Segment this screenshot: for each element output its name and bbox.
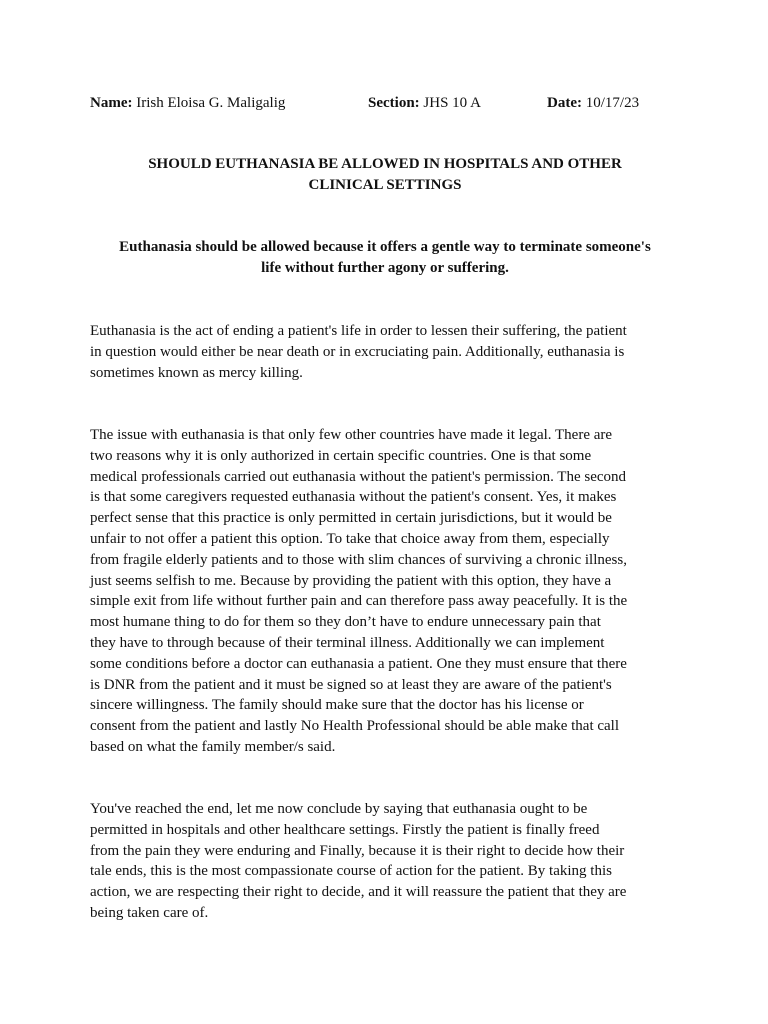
date-label: Date:: [547, 95, 582, 111]
thesis-statement: [90, 237, 680, 279]
text-line: from the pain they were enduring and Finally, because it is their right to decide how their: [90, 842, 625, 859]
text-line: consent from the patient and lastly No Health Professional should be able make that call: [90, 718, 620, 735]
text-line: tale ends, this is the most compassionate course of action for the patient. By taking this: [90, 863, 612, 880]
text-line: simple exit from life without further pain and can therefore pass away peacefully. It is the: [90, 593, 628, 610]
title-line: SHOULD EUTHANASIA BE ALLOWED IN HOSPITALS AND OTHER: [148, 156, 622, 172]
name-value: Irish Eloisa G. Maligalig: [136, 95, 286, 111]
name-label: Name:: [90, 95, 133, 111]
paragraph-body: [90, 425, 680, 758]
title-line: CLINICAL SETTINGS: [308, 177, 462, 193]
text-line: most humane thing to do for them so they don’t have to endure unnecessary pain that: [90, 614, 601, 631]
date-value: 10/17/23: [585, 95, 640, 111]
text-line: from fragile elderly patients and to those with slim chances of surviving a chronic illness,: [90, 551, 627, 568]
text-line: is DNR from the patient and it must be signed so at least they are aware of the patient's: [90, 676, 612, 693]
text-line: permitted in hospitals and other healthcare settings. Firstly the patient is finally freed: [90, 821, 600, 838]
thesis-line: life without further agony or suffering.: [261, 260, 509, 276]
text-line: being taken care of.: [90, 904, 209, 921]
text-line: some conditions before a doctor can euthanasia a patient. One they must ensure that there: [90, 655, 627, 672]
text-line: is that some caregivers requested euthanasia without the patient's consent. Yes, it makes: [90, 489, 617, 506]
text-line: You've reached the end, let me now conclude by saying that euthanasia ought to be: [90, 801, 588, 817]
text-line: in question would either be near death or in excruciating pain. Additionally, euthanasia is: [90, 343, 625, 360]
section-label: Section:: [368, 95, 420, 111]
section-value: JHS 10 A: [423, 95, 481, 111]
thesis-line: Euthanasia should be allowed because it offers a gentle way to terminate someone's: [119, 239, 651, 255]
paragraph-conclusion: [90, 799, 680, 924]
text-line: unfair to not offer a patient this option. To take that choice away from them, especially: [90, 530, 610, 547]
essay-title: [90, 154, 680, 196]
text-line: they have to through because of their terminal illness. Additionally we can implement: [90, 634, 605, 651]
text-line: sincere willingness. The family should make sure that the doctor has his license or: [90, 697, 584, 714]
section-field: [368, 93, 481, 113]
text-line: action, we are respecting their right to decide, and it will reassure the patient that they are: [90, 884, 627, 901]
text-line: perfect sense that this practice is only permitted in certain jurisdictions, but it would be: [90, 510, 612, 527]
text-line: based on what the family member/s said.: [90, 738, 336, 755]
text-line: The issue with euthanasia is that only few other countries have made it legal. There are: [90, 427, 613, 443]
text-line: Euthanasia is the act of ending a patient's life in order to lessen their suffering, the patient: [90, 323, 627, 339]
text-line: just seems selfish to me. Because by providing the patient with this option, they have a: [90, 572, 612, 589]
paragraph-intro: [90, 321, 680, 383]
text-line: sometimes known as mercy killing.: [90, 364, 303, 381]
date-field: [547, 93, 639, 113]
text-line: medical professionals carried out euthanasia without the patient's permission. The second: [90, 468, 627, 485]
text-line: two reasons why it is only authorized in certain specific countries. One is that some: [90, 447, 592, 464]
name-field: [90, 93, 285, 113]
